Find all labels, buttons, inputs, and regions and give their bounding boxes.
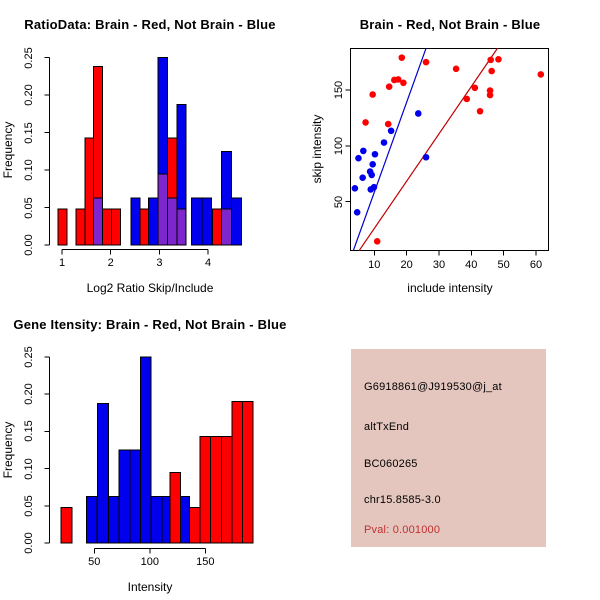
hist-bar-blue bbox=[231, 198, 241, 245]
scatter-yaxis-label: skip intensity bbox=[310, 114, 324, 184]
scatter-point-blue bbox=[372, 151, 379, 158]
hist-bar-blue bbox=[108, 497, 119, 544]
hist-bar-red bbox=[189, 507, 200, 543]
hist-bar-blue bbox=[192, 198, 202, 245]
hist-bar-red bbox=[242, 402, 253, 543]
hist-bar-blue bbox=[140, 357, 151, 543]
hist-bar-red bbox=[200, 437, 211, 543]
ratio-hist-y-tick-label: 0.20 bbox=[23, 84, 35, 106]
hist-bar-overlap bbox=[168, 198, 177, 245]
hist-bar-red bbox=[112, 209, 121, 245]
pval-text: Pval: 0.001000 bbox=[364, 524, 441, 536]
hist-bar-blue bbox=[158, 58, 168, 174]
ratio-hist-y-tick-label: 0.05 bbox=[23, 196, 35, 219]
scatter-point-red bbox=[538, 71, 545, 78]
scatter-point-red bbox=[453, 66, 460, 73]
scatter-x-tick-label: 10 bbox=[368, 259, 381, 271]
genomic-location-text: chr15.8585-3.0 bbox=[364, 494, 441, 506]
hist-bar-red bbox=[85, 138, 94, 245]
ratio-hist-y-tick-label: 0.00 bbox=[23, 234, 35, 256]
scatter-point-red bbox=[386, 83, 393, 90]
scatter-point-blue bbox=[354, 209, 361, 216]
scatter-point-blue bbox=[423, 154, 430, 161]
hist-bar-red bbox=[211, 437, 222, 543]
ratio-hist-y-tick-label: 0.15 bbox=[23, 121, 35, 144]
gene-hist-y-tick-label: 0.15 bbox=[23, 420, 35, 443]
gene-hist-x-tick-label: 50 bbox=[88, 556, 101, 568]
hist-bar-blue bbox=[202, 198, 212, 245]
hist-bar-overlap bbox=[94, 198, 103, 245]
hist-bar-red bbox=[102, 209, 111, 245]
hist-bar-red bbox=[221, 437, 232, 543]
scatter-point-blue bbox=[371, 184, 378, 191]
gene-hist-y-tick-label: 0.25 bbox=[23, 346, 35, 368]
hist-bar-blue bbox=[131, 198, 140, 245]
hist-bar-red bbox=[140, 209, 149, 245]
hist-bar-overlap bbox=[222, 209, 232, 245]
scatter-x-tick-label: 40 bbox=[465, 259, 478, 271]
accession-text: BC060265 bbox=[364, 458, 418, 470]
hist-bar-red bbox=[94, 67, 103, 199]
ratio-hist-title: RatioData: Brain - Red, Not Brain - Blue bbox=[24, 17, 276, 32]
event-type-text: altTxEnd bbox=[364, 421, 410, 433]
scatter-point-red bbox=[423, 59, 430, 66]
gene-hist-title: Gene Itensity: Brain - Red, Not Brain - Blue bbox=[13, 317, 287, 332]
scatter-x-tick-label: 20 bbox=[400, 259, 413, 271]
scatter-point-red bbox=[495, 56, 502, 63]
scatter-point-red bbox=[488, 68, 495, 75]
scatter-title: Brain - Red, Not Brain - Blue bbox=[359, 17, 541, 32]
hist-bar-red bbox=[170, 472, 181, 543]
scatter-point-red bbox=[463, 96, 470, 103]
ratio-hist-x-tick-label: 2 bbox=[107, 257, 114, 269]
scatter-y-tick-label: 150 bbox=[333, 80, 345, 100]
gene-hist-y-tick-label: 0.00 bbox=[23, 532, 35, 554]
scatter-point-red bbox=[487, 92, 494, 99]
ratio-hist-yaxis-label: Frequency bbox=[1, 121, 15, 179]
scatter-xaxis-label: include intensity bbox=[407, 281, 493, 295]
hist-bar-blue bbox=[87, 497, 98, 544]
scatter-point-red bbox=[398, 54, 405, 61]
hist-bar-blue bbox=[151, 497, 162, 544]
ratio-hist-y-tick-label: 0.10 bbox=[23, 159, 35, 181]
gene-hist-y-tick-label: 0.20 bbox=[23, 383, 35, 405]
scatter-point-blue bbox=[355, 155, 362, 162]
hist-bar-blue bbox=[98, 404, 109, 544]
scatter-point-blue bbox=[369, 161, 376, 168]
scatter-point-red bbox=[487, 57, 494, 64]
scatter-x-tick-label: 50 bbox=[497, 259, 510, 271]
hist-bar-blue bbox=[222, 151, 232, 209]
red-fit-line bbox=[359, 48, 497, 250]
scatter-point-blue bbox=[360, 148, 367, 155]
ratio-hist-x-tick-label: 1 bbox=[58, 257, 66, 269]
scatter-point-red bbox=[369, 91, 376, 98]
hist-bar-red bbox=[61, 507, 72, 543]
scatter-y-tick-label: 100 bbox=[333, 136, 345, 156]
hist-bar-red bbox=[212, 209, 221, 245]
gene-hist-y-tick-label: 0.05 bbox=[23, 495, 35, 517]
ratio-hist-y-tick-label: 0.25 bbox=[23, 46, 35, 69]
scatter-point-blue bbox=[415, 110, 422, 117]
scatter-point-blue bbox=[381, 139, 388, 146]
ratio-hist-x-tick-label: 3 bbox=[156, 257, 163, 269]
scatter-point-red bbox=[362, 119, 369, 126]
scatter-point-blue bbox=[388, 127, 395, 134]
scatter-x-tick-label: 60 bbox=[529, 259, 543, 271]
scatter-point-red bbox=[477, 108, 484, 115]
info-panel bbox=[351, 349, 546, 547]
ratio-hist-x-tick-label: 4 bbox=[205, 257, 212, 269]
scatter-point-blue bbox=[368, 172, 375, 179]
hist-bar-red bbox=[58, 209, 67, 245]
hist-bar-blue bbox=[119, 450, 130, 543]
scatter-y-tick-label: 50 bbox=[333, 195, 345, 208]
scatter-point-blue bbox=[359, 174, 366, 181]
gene-hist-xaxis-label: Intensity bbox=[127, 580, 173, 594]
scatter-point-red bbox=[385, 121, 392, 128]
probe-id-text: G6918861@J919530@j_at bbox=[364, 381, 502, 393]
gene-hist-yaxis-label: Frequency bbox=[1, 421, 15, 479]
gene-hist-y-tick-label: 0.10 bbox=[23, 457, 35, 480]
hist-bar-blue bbox=[177, 104, 186, 209]
scatter-x-tick-label: 30 bbox=[432, 259, 446, 271]
scatter-point-blue bbox=[352, 185, 359, 192]
hist-bar-blue bbox=[149, 198, 158, 245]
hist-bar-red bbox=[232, 402, 243, 543]
scatter-point-red bbox=[400, 79, 407, 86]
scatter-point-red bbox=[472, 84, 479, 91]
hist-bar-overlap bbox=[177, 209, 186, 245]
ratio-hist-xaxis-label: Log2 Ratio Skip/Include bbox=[86, 281, 214, 295]
gene-hist-x-tick-label: 150 bbox=[196, 556, 215, 568]
gene-hist-x-tick-label: 100 bbox=[140, 556, 159, 568]
hist-bar-red bbox=[168, 138, 177, 198]
scatter-point-red bbox=[374, 238, 381, 245]
hist-bar-blue bbox=[130, 450, 141, 543]
hist-bar-red bbox=[76, 209, 85, 245]
hist-bar-overlap bbox=[158, 174, 168, 245]
